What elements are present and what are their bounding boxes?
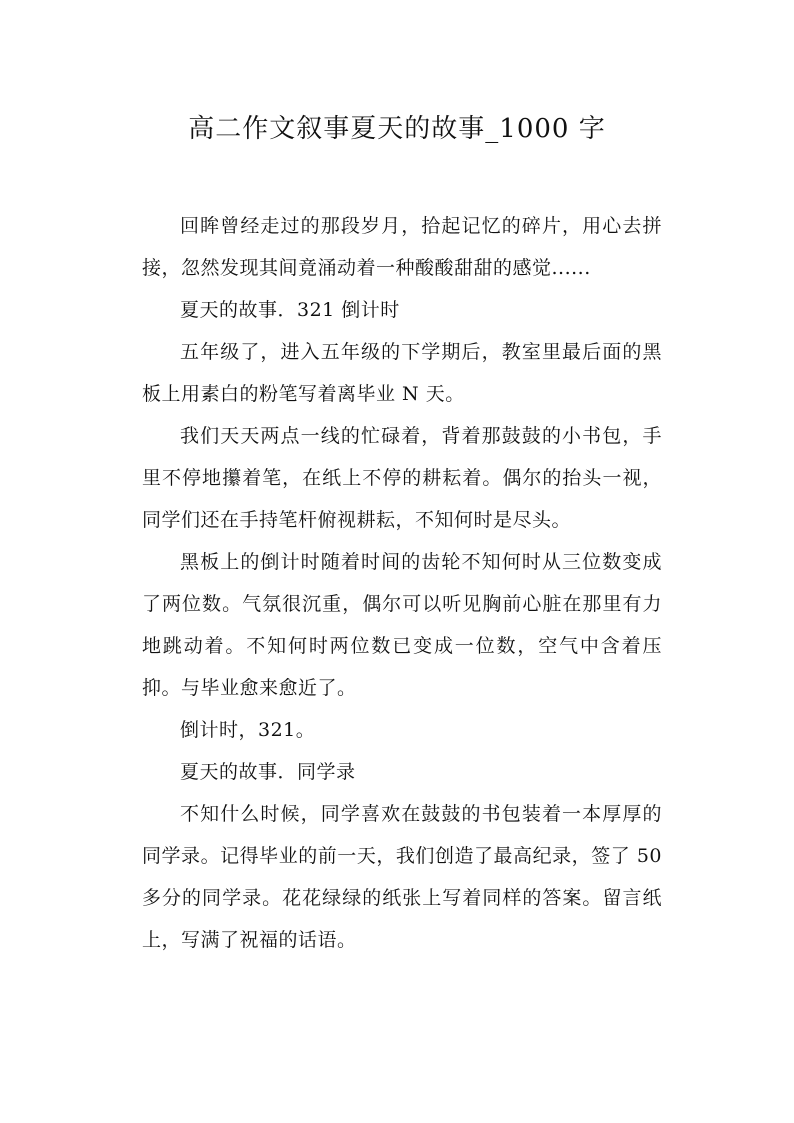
document-body (142, 205, 662, 961)
paragraph-intro: 回眸曾经走过的那段岁月，拾起记忆的碎片，用心去拼接，忽然发现其间竟涌动着一种酸酸甜甜的感觉...... (142, 215, 662, 279)
paragraph: 我们天天两点一线的忙碌着，背着那鼓鼓的小书包，手里不停地攥着笔，在纸上不停的耕耘着。偶尔的抬头一视，同学们还在手持笔杆俯视耕耘，不知何时是尽头。 (142, 425, 662, 531)
section-heading-countdown: 夏天的故事．321 倒计时 (180, 299, 400, 321)
document-title: 高二作文叙事夏天的故事_1000 字 (188, 114, 606, 144)
paragraph: 黑板上的倒计时随着时间的齿轮不知何时从三位数变成了两位数。气氛很沉重，偶尔可以听见胸前心脏在那里有力地跳动着。不知何时两位数已变成一位数，空气中含着压抑。与毕业愈来愈近了。 (142, 551, 662, 699)
paragraph: 倒计时，321。 (180, 719, 316, 741)
section-heading-yearbook: 夏天的故事．同学录 (180, 761, 356, 783)
paragraph: 五年级了，进入五年级的下学期后，教室里最后面的黑板上用素白的粉笔写着离毕业 N 天。 (142, 341, 662, 405)
paragraph: 不知什么时候，同学喜欢在鼓鼓的书包装着一本厚厚的同学录。记得毕业的前一天，我们创造了最高纪录，签了 50 多分的同学录。花花绿绿的纸张上写着同样的答案。留言纸上，写满了祝福的话语。 (142, 803, 662, 951)
